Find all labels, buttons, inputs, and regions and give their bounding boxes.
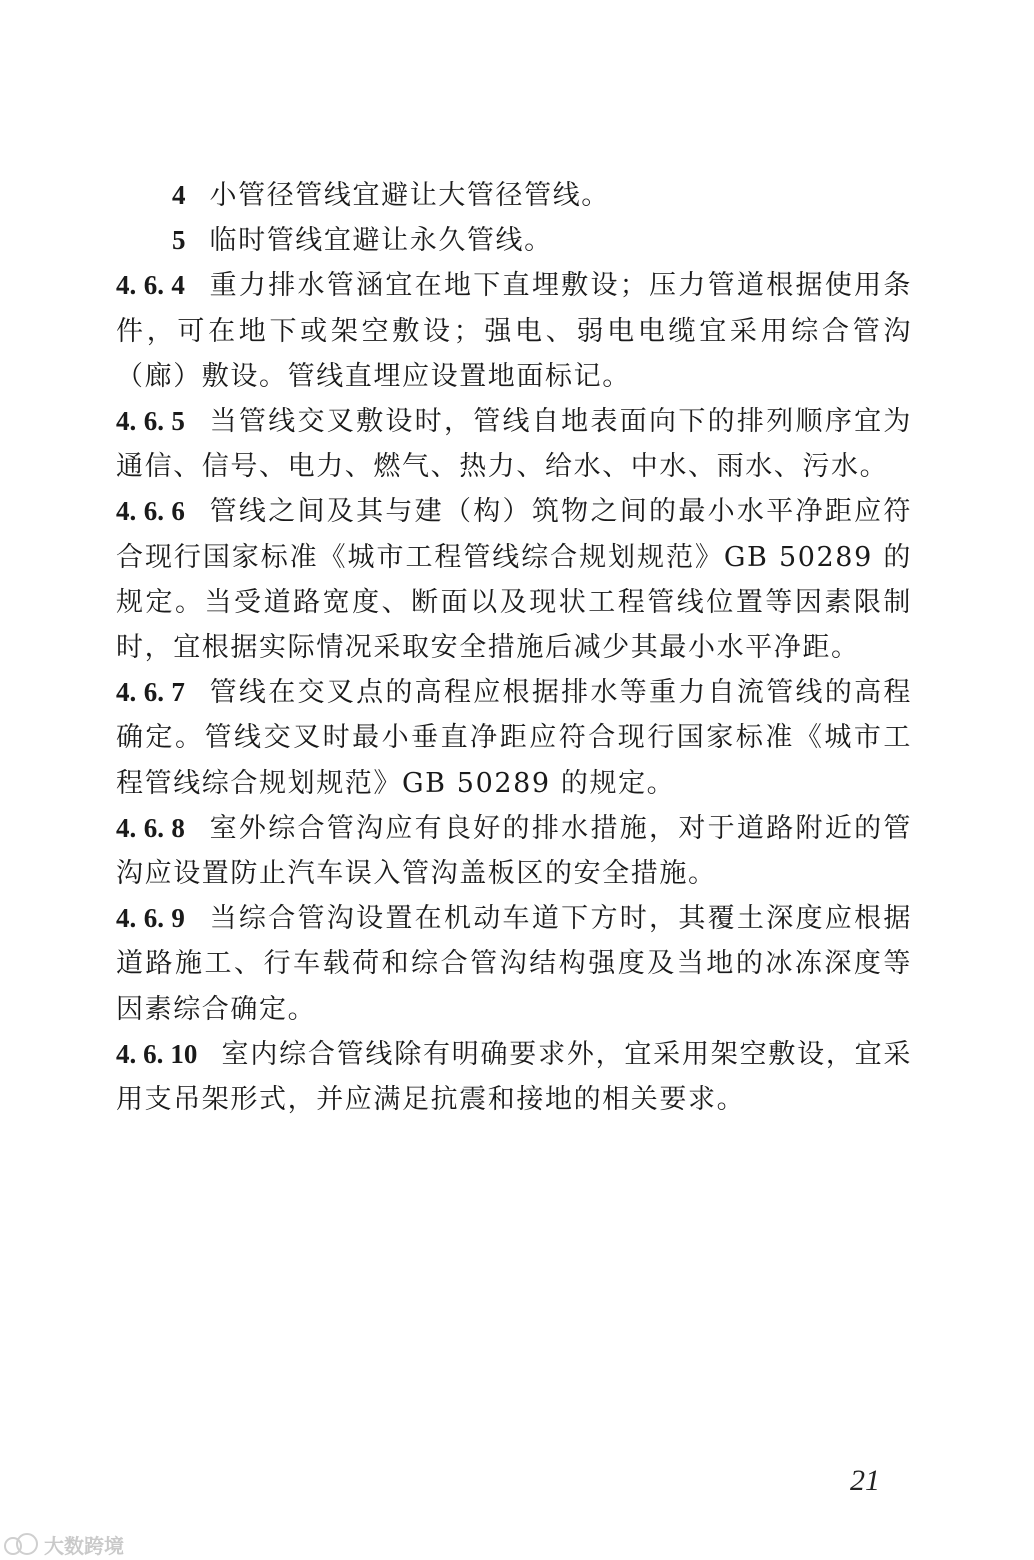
clause-number: 4. 6. 5	[116, 406, 185, 437]
clause-4-6-9	[116, 896, 912, 1032]
clause-text: 管线在交叉点的高程应根据排水等重力自流管线的高程确定。管线交叉时最小垂直净距应符合现行国家标准《城市工程管线综合规划规范》GB 50289 的规定。	[116, 677, 913, 799]
clause-number: 4. 6. 8	[116, 812, 185, 843]
item-text: 临时管线宜避让永久管线。	[209, 225, 553, 257]
clause-text: 管线之间及其与建（构）筑物之间的最小水平净距应符合现行国家标准《城市工程管线综合规划规范》GB 50289 的规定。当受道路宽度、断面以及现状工程管线位置等因素限制时，宜根据实际情况采取安全措施后减少其最小水平净距。	[116, 496, 913, 664]
clause-4-6-6	[116, 489, 912, 670]
clause-number: 4. 6. 10	[116, 1038, 198, 1069]
item-number: 4	[172, 180, 186, 210]
clause-number: 4. 6. 6	[116, 496, 185, 527]
clause-4-6-8	[116, 806, 912, 896]
clause-text: 当管线交叉敷设时，管线自地表面向下的排列顺序宜为通信、信号、电力、燃气、热力、给水、中水、雨水、污水。	[116, 406, 913, 483]
item-text: 小管径管线宜避让大管径管线。	[209, 180, 610, 211]
chain-rings-logo-icon	[4, 1533, 38, 1557]
clause-4-6-7	[116, 670, 912, 806]
clause-4-6-10	[116, 1032, 912, 1122]
clause-number: 4. 6. 9	[116, 903, 185, 934]
watermark-text: 大数跨境	[44, 1534, 124, 1558]
document-body	[116, 173, 912, 1122]
item-number: 5	[172, 225, 186, 256]
watermark	[4, 1530, 124, 1559]
list-item-5	[116, 218, 912, 263]
clause-4-6-5	[116, 399, 912, 489]
clause-text: 室外综合管沟应有良好的排水措施，对于道路附近的管沟应设置防止汽车误入管沟盖板区的安全措施。	[116, 812, 913, 890]
clause-text: 室内综合管线除有明确要求外，宜采用架空敷设，宜采用支吊架形式，并应满足抗震和接地的相关要求。	[116, 1038, 912, 1116]
clause-text: 重力排水管涵宜在地下直埋敷设；压力管道根据使用条件，可在地下或架空敷设；强电、弱电电缆宜采用综合管沟（廊）敷设。管线直埋应设置地面标记。	[116, 270, 913, 392]
clause-text: 当综合管沟设置在机动车道下方时，其覆土深度应根据道路施工、行车载荷和综合管沟结构强度及当地的冰冻深度等因素综合确定。	[116, 903, 913, 1025]
clause-4-6-4	[116, 263, 912, 399]
clause-number: 4. 6. 4	[116, 270, 185, 301]
list-item-4	[116, 173, 912, 218]
clause-number: 4. 6. 7	[116, 677, 185, 708]
page-number: 21	[850, 1464, 880, 1497]
